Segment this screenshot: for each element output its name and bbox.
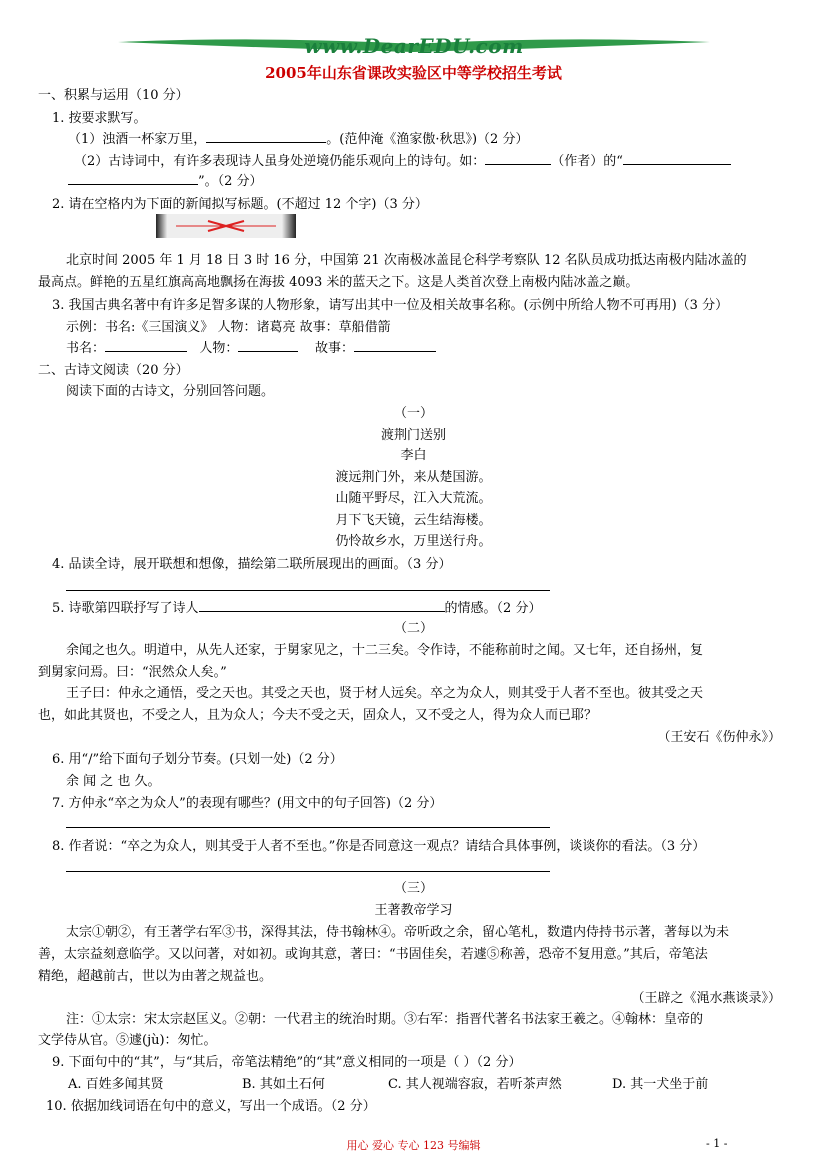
q1a-suffix: 。(范仲淹《渔家傲·秋思》)（2 分） (326, 132, 529, 147)
logo-text: www.DearEDU.com (304, 34, 524, 58)
poem-line: 仍怜故乡水，万里送行舟。 (335, 534, 492, 549)
story-label: 故事： (314, 341, 354, 356)
part-2-label: （二） (393, 621, 433, 636)
passage-2-source: （王安石《伤仲永》） (657, 730, 781, 745)
q1b-prefix: （2）古诗词中，有许多表现诗人虽身处逆境仍能乐观向上的诗句。如： (74, 154, 486, 169)
note-line: 文学侍从官。⑤遽(jù)：匆忙。 (38, 1033, 217, 1048)
story-blank[interactable] (354, 339, 436, 352)
book-label: 书名： (66, 341, 106, 356)
passage-2-line: 到舅家问焉。曰：“泯然众人矣。” (38, 665, 227, 680)
question-9: 9. 下面句中的“其”，与“其后，帝笔法精绝”的“其”意义相同的一项是（ ）（2 分） (52, 1055, 522, 1070)
passage-2-line: 也，如此其贤也，不受之人，且为众人；今夫不受之天，固众人，又不受之人，得为众人而已耶？ (38, 708, 598, 723)
question-6-text: 余 闻 之 也 久。 (66, 774, 161, 789)
section-1-heading: 一、积累与运用（10 分） (38, 88, 189, 103)
question-8: 8. 作者说：“卒之为众人，则其受于人者不至也。”你是否同意这一观点？请结合具体事例，谈谈你的看法。（3 分） (52, 839, 706, 854)
question-1a (68, 128, 528, 147)
section-2-heading: 二、古诗文阅读（20 分） (38, 363, 189, 378)
passage-3-line: 善，太宗益刻意临学。又以问著，对如初。或询其意，著曰：“书固佳矣，若遽⑤称善，恐帝不复用意。”其后，帝笔法 (38, 947, 708, 962)
passage-3-title: 王著教帝学习 (374, 903, 453, 918)
book-blank[interactable] (105, 339, 187, 352)
note-line: 注：①太宗：宋太宗赵匡义。②朝：一代君主的统治时期。③右军：指晋代著名书法家王羲之。④翰林：皇帝的 (66, 1012, 704, 1027)
reading-intro: 阅读下面的古诗文，分别回答问题。 (66, 384, 275, 399)
question-6: 6. 用“/”给下面句子划分节奏。(只划一处)（2 分） (52, 752, 343, 767)
passage-3-line: 太宗①朝②，有王著学右军③书，深得其法，侍书翰林④。帝听政之余，留心笔札，数遣内侍持书示著，著每以为未 (66, 925, 730, 940)
passage-3-line: 精绝，超越前古，世以为由著之规益也。 (38, 969, 273, 984)
answer-line[interactable] (66, 871, 550, 872)
q1a-prefix: （1）浊酒一杯家万里， (68, 132, 207, 147)
question-5 (52, 597, 541, 616)
answer-line[interactable] (66, 827, 550, 828)
q5-suffix: 的情感。（2 分） (444, 601, 542, 616)
poem-line: 山随平野尽，江入大荒流。 (335, 491, 492, 506)
footer-text: 用心 爱心 专心 123 号编辑 (346, 1139, 481, 1152)
poem-author: 李白 (400, 448, 427, 463)
passage-2-line: 王子曰：仲永之通悟，受之天也。其受之天也，贤于材人远矣。卒之为众人，则其受于人者不至也。彼其受之天 (66, 686, 704, 701)
q9-option-b[interactable]: B. 其如土石何 (242, 1077, 325, 1092)
question-4: 4. 品读全诗，展开联想和想像，描绘第二联所展现出的画面。（3 分） (52, 557, 452, 572)
poem-title: 渡荆门送别 (380, 428, 446, 443)
page-title: 2005年山东省课改实验区中等学校招生考试 (265, 64, 562, 82)
answer-blank[interactable] (68, 172, 198, 185)
headline-input-box[interactable] (156, 214, 296, 238)
page-number: - 1 - (706, 1137, 728, 1150)
news-text-2: 最高点。鲜艳的五星红旗高高地飘扬在海拔 4093 米的蓝天之下。这是人类首次登上南极内陆冰盖之巅。 (38, 275, 639, 290)
answer-blank[interactable] (485, 152, 551, 165)
question-1: 1. 按要求默写。 (52, 111, 147, 126)
site-logo (118, 34, 710, 60)
poem-line: 渡远荆门外，来从楚国游。 (335, 470, 492, 485)
poem-line: 月下飞天镜，云生结海楼。 (335, 513, 492, 528)
question-3-answers (66, 337, 436, 356)
person-blank[interactable] (238, 339, 298, 352)
q9-option-d[interactable]: D. 其一犬坐于前 (612, 1077, 709, 1092)
person-label: 人物： (199, 341, 239, 356)
part-3-label: （三） (393, 881, 433, 896)
question-2: 2. 请在空格内为下面的新闻拟写标题。(不超过 12 个字)（3 分） (52, 197, 428, 212)
q5-prefix: 5. 诗歌第四联抒写了诗人 (52, 601, 199, 616)
news-text-1: 北京时间 2005 年 1 月 18 日 3 时 16 分，中国第 21 次南极冰盖昆仑科学考察队 12 名队员成功抵达南极内陆冰盖的 (66, 253, 747, 268)
q9-option-a[interactable]: A. 百姓多闻其贤 (68, 1077, 164, 1092)
q1b-end: ”。（2 分） (198, 174, 263, 189)
question-1b (74, 150, 731, 169)
q9-option-c[interactable]: C. 其人视端容寂，若听茶声然 (388, 1077, 562, 1092)
question-7: 7. 方仲永“卒之为众人”的表现有哪些？(用文中的句子回答)（2 分） (52, 796, 443, 811)
passage-3-source: （王辟之《渑水燕谈录》） (631, 991, 781, 1006)
question-3-example: 示例：书名:《三国演义》 人物：诸葛亮 故事：草船借箭 (66, 320, 391, 335)
question-10: 10. 依据加线词语在句中的意义，写出一个成语。（2 分） (46, 1099, 376, 1114)
question-1b-cont (68, 170, 263, 189)
passage-2-line: 余闻之也久。明道中，从先人还家，于舅家见之，十二三矣。令作诗，不能称前时之闻。又七年，还自扬州，复 (66, 643, 704, 658)
q1b-middle: （作者）的“ (551, 154, 623, 169)
part-1-label: （一） (393, 406, 433, 421)
answer-line[interactable] (66, 590, 550, 591)
answer-blank[interactable] (199, 599, 445, 612)
answer-blank[interactable] (206, 130, 326, 143)
answer-blank[interactable] (623, 152, 731, 165)
question-3: 3. 我国古典名著中有许多足智多谋的人物形象，请写出其中一位及相关故事名称。(示例中所给人物不可再用)（3 分） (52, 298, 729, 313)
